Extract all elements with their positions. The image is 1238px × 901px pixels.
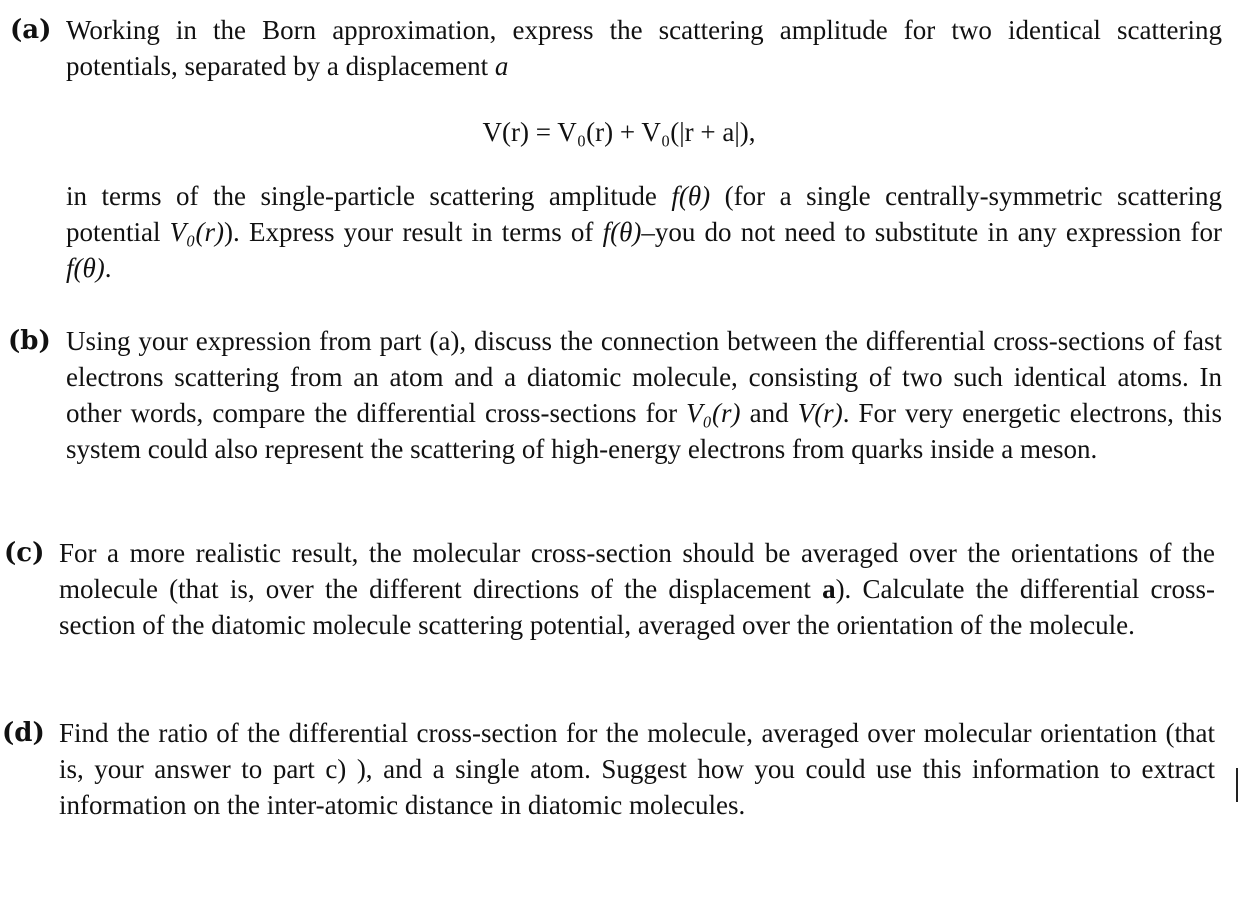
f-theta-3: f(θ) [66, 253, 105, 283]
f-theta-2: f(θ) [602, 217, 642, 247]
part-a-text-2b: (for a single centrally-symmetric scattering potential [66, 181, 1222, 247]
v0-r-2: V₀(r) [686, 398, 741, 428]
part-b-text-c: . For very energetic electrons, this system could also represent the scattering of high-energy electrons from quarks inside a meson. [66, 398, 1223, 464]
part-a-text [66, 12, 1222, 84]
f-theta-1: f(θ) [671, 181, 711, 211]
part-a-intro: Working in the Born approximation, express the scattering amplitude for two identical scattering potentials, separated by a displacement [66, 15, 1222, 81]
part-a-label: (a) [10, 15, 52, 45]
part-c-text-b: ). Calculate the differential cross-section of the diatomic molecule scattering potential, averaged over the orientation of the molecule. [59, 574, 1215, 640]
potential-equation: V(r) = V₀(r) + V₀(|r + a|), [482, 117, 756, 147]
part-a-text-2c: ). Express your result in terms of [224, 217, 603, 247]
part-c-text-a: For a more realistic result, the molecular cross-section should be averaged over the orientations of the molecule (that is, over the different directions of the displacement [59, 538, 1215, 604]
part-a-text-2 [66, 178, 1222, 286]
part-c-text [59, 535, 1215, 643]
part-c-label: (c) [4, 538, 45, 568]
part-b-text-b: and [740, 398, 798, 428]
part-d-text: Find the ratio of the differential cross-section for the molecule, averaged over molecular orientation (that is, your answer to part c) ), and a single atom. Suggest how you could use this information to extract information on the inter-atomic distance in diatomic molecules. [59, 718, 1215, 820]
part-a-text-2d: –you do not need to substitute in any expression for [641, 217, 1222, 247]
part-b-text-a: Using your expression from part (a), discuss the connection between the differential cross-sections of fast electrons scattering from an atom and a diatomic molecule, consisting of two such identical atoms. In other words, compare the differential cross-sections for [66, 326, 1222, 428]
part-a-text-2e: . [104, 253, 112, 283]
part-b-label: (b) [8, 326, 51, 356]
part-b-text [66, 323, 1222, 467]
part-d-label: (d) [2, 718, 45, 748]
displacement-vector: a [822, 574, 836, 604]
displacement-var: a [494, 51, 509, 81]
part-a-text-2a: in terms of the single-particle scattering amplitude [66, 181, 672, 211]
v-r: V(r) [797, 398, 843, 428]
v0-r-1: V₀(r) [169, 217, 225, 247]
